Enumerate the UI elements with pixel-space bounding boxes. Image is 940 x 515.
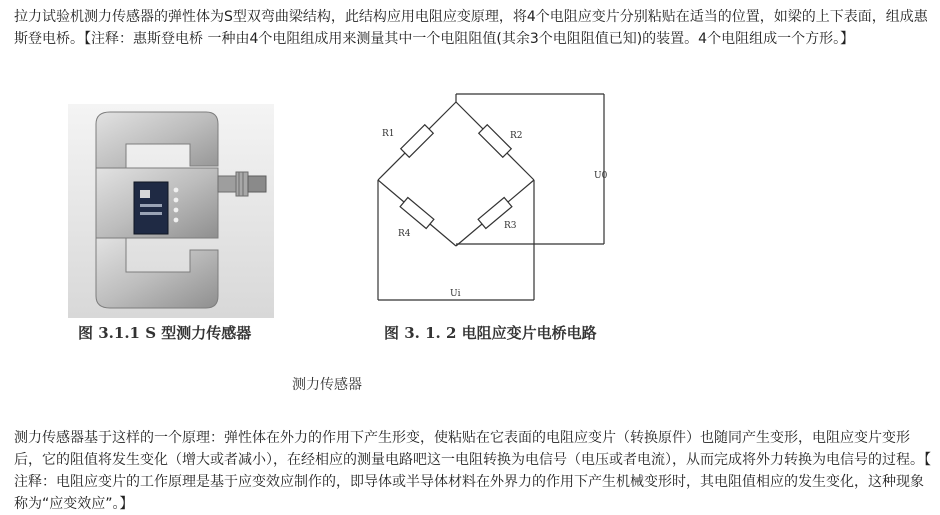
label-r1: R1 [382, 129, 395, 139]
label-r4: R4 [398, 229, 411, 239]
intro-paragraph: 拉力试验机测力传感器的弹性体为S型双弯曲梁结构，此结构应用电阻应变原理，将4个电阻应变片分别粘贴在适当的位置，如梁的上下表面，组成惠斯登电桥。【注释：惠斯登电桥 一种由4个电阻组成用来测量其中一个电阻阻值(其余3个电阻阻值已知)的装置。4个电阻组成一个方形。】 [14, 9, 928, 47]
sensor-panel [134, 182, 168, 234]
resistor-r1 [401, 125, 434, 158]
figure-left-caption: 图 3.1.1 S 型测力传感器 [78, 324, 252, 342]
body-paragraph: 测力传感器基于这样的一个原理：弹性体在外力的作用下产生形变，使粘贴在它表面的电阻应变片（转换原件）也随同产生变形，电阻应变片变形后，它的阻值将发生变化（增大或者减小），在经相应的测量电路吧这一电阻转换为电信号（电压或者电流），从而完成将外力转换为电信号的过程。【 注释：电阻应变片的工作原理是基于应变效应制作的，即导体或半导体材料在外界力的作用下产生机械变形时，其电阻值相应的发生变化，这种现象称为“应变效应”。】 [14, 430, 931, 512]
label-ui: Ui [450, 289, 461, 299]
figure-right-caption: 图 3. 1. 2 电阻应变片电桥电路 [384, 324, 597, 342]
resistor-r4 [400, 197, 434, 228]
s-type-load-cell-photo [68, 104, 274, 318]
load-cell-illustration [68, 104, 274, 318]
image-caption: 测力传感器 [292, 377, 362, 393]
label-u0: U0 [594, 171, 608, 181]
wheatstone-bridge-svg [372, 88, 622, 312]
label-r3: R3 [504, 221, 517, 231]
bridge-circuit-diagram [372, 88, 622, 312]
label-r2: R2 [510, 131, 523, 141]
resistor-r2 [479, 125, 512, 158]
